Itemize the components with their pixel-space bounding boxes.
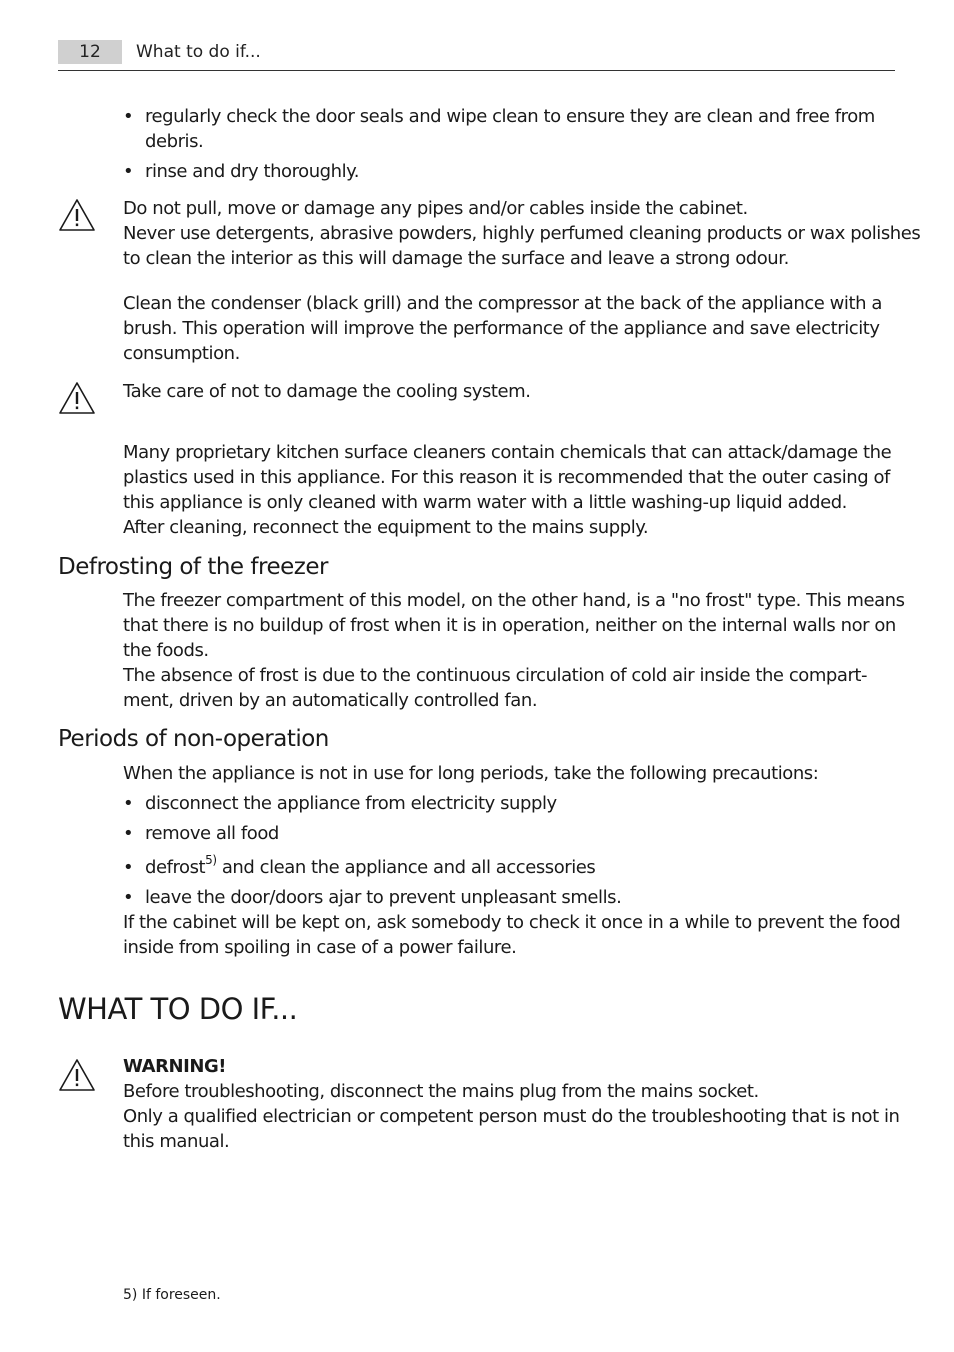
- defrosting-paragraph: The freezer compartment of this model, on the other hand, is a "no frost" type. This means that there is no buildup of frost when it is in operation, neither on the internal walls nor on the foods. The absence of frost is due to the continuous circulation of cold air inside the compart- ment, driven by an automatically controlled fan.: [123, 590, 905, 711]
- condenser-paragraph: Clean the condenser (black grill) and the compressor at the back of the appliance with a brush. This operation will improve the performance of the appliance and save electricity consumption.: [123, 293, 882, 364]
- page-number: 12: [58, 40, 122, 64]
- warning-triangle-icon: [58, 1058, 96, 1092]
- section-heading: Periods of non-operation: [58, 726, 329, 752]
- bullet-icon: •: [123, 106, 134, 127]
- warning-text: Do not pull, move or damage any pipes and/or cables inside the cabinet. Never use detergents, abrasive powders, highly perfumed cleaning products or wax polishes to clean the interior as this will damage the surface and leave a strong odour.: [123, 198, 921, 269]
- header-rule: [58, 70, 895, 71]
- warning-triangle-icon: [58, 198, 96, 232]
- bullet-icon: •: [123, 823, 134, 844]
- footnote: 5) If foreseen.: [123, 1287, 221, 1303]
- warning-title: WARNING!: [123, 1056, 227, 1077]
- nonoperation-after: If the cabinet will be kept on, ask somebody to check it once in a while to prevent the food inside from spoiling in case of a power failure.: [123, 912, 901, 958]
- warning-text: Take care of not to damage the cooling system.: [123, 381, 531, 402]
- bullet-icon: •: [123, 793, 134, 814]
- bullet-icon: •: [123, 857, 134, 878]
- bullet-icon: •: [123, 887, 134, 908]
- cleaners-paragraph: Many proprietary kitchen surface cleaners contain chemicals that can attack/damage the plastics used in this appliance. For this reason it is recommended that the outer casing of this appliance is only cleaned with warm water with a little washing-up liquid added. After cleaning, reconnect the equipment to the mains supply.: [123, 442, 892, 538]
- warning-triangle-icon: [58, 381, 96, 415]
- section-heading: Defrosting of the freezer: [58, 554, 328, 580]
- manual-page: 12 What to do if... • regularly check the door seals and wipe clean to ensure they are clean and free from debris. • rinse and dry thoroughly. Do not pull, move or damage any pipes and/or cables inside the cabinet. Never use detergents, abrasive powders, highly perfumed cleaning products or wax polishes to clean the interior as this will damage the surface and leave a strong odour. Clean the condenser (black grill) and the compressor at the back of the appliance with a brush. This operation will improve the performance of the appliance and save electricity consumption. Take care of not to damage the cooling system. Many proprietary kitchen surface cleaners contain chemicals that can attack/damage the plastics used in this appliance. For this reason it is recommended that the outer casing of this appliance is only cleaned with warm water with a little washing-up liquid added. After cleaning, reconnect the equipment to the mains supply. Defrosting of the freezer The freezer compartment of this model, on the other hand, is a "no frost" type. This means that there is no buildup of frost when it is in operation, neither on the internal walls nor on the foods. The absence of frost is due to the continuous circulation of cold air inside the compart- ment, driven by an automatically controlled fan. Periods of non-operation When the appliance is not in use for long periods, take the following precautions: • disconnect the appliance from electricity supply • remove all food • defrost$^{5)}$ and clean the appliance and all accessories • leave the door/doors ajar to prevent unpleasant smells. If the cabinet will be kept on, ask somebody to check it once in a while to prevent the food inside from spoiling in case of a power failure. WHAT TO DO IF... WARNING! Before troubleshooting, disconnect the mains plug from the mains socket. Only a qualified electrician or competent person must do the troubleshooting that is not in this manual. 5) If foreseen.: [58, 42, 921, 1303]
- bullet-icon: •: [123, 161, 134, 182]
- chapter-heading: WHAT TO DO IF...: [58, 992, 298, 1026]
- running-header: What to do if...: [136, 42, 261, 62]
- warning-text: WARNING! Before troubleshooting, disconnect the mains plug from the mains socket. Only a qualified electrician or competent person must do the troubleshooting that is not in this manual.: [123, 1056, 900, 1152]
- footnote-ref: 5): [205, 853, 217, 867]
- nonoperation-intro: When the appliance is not in use for long periods, take the following precautions:: [123, 763, 819, 784]
